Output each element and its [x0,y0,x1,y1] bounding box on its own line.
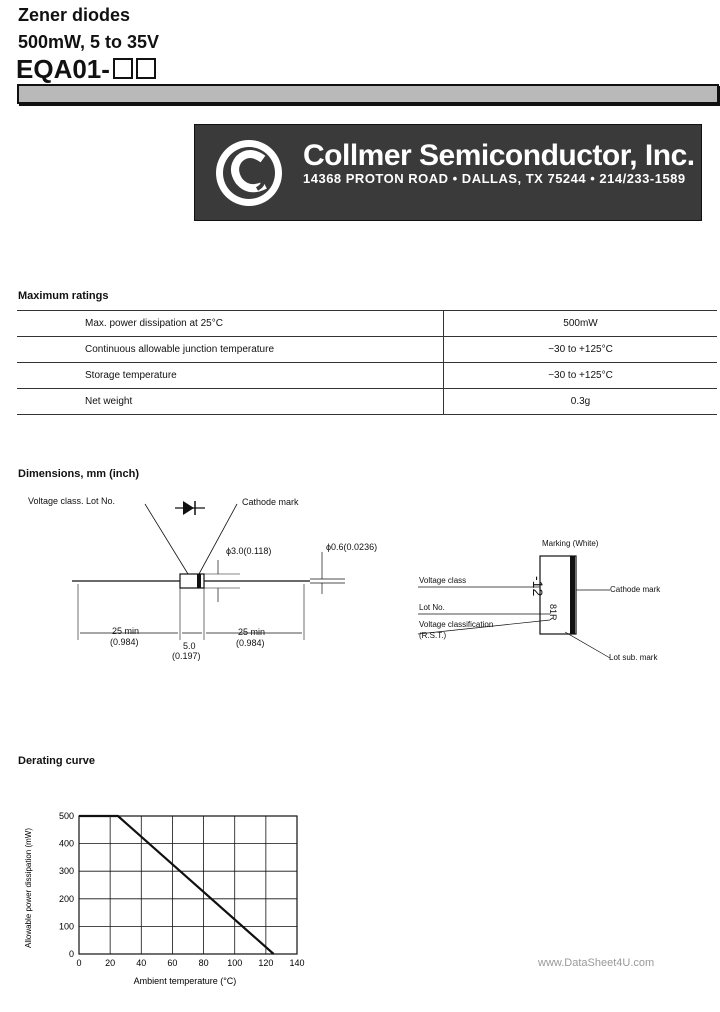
body-diameter-label: ϕ3.0(0.118) [226,546,272,556]
marking-voltage-classification-label: Voltage classification [419,620,494,629]
rating-value: −30 to +125°C [444,337,718,363]
table-row [17,337,717,363]
dimensions-heading [18,468,139,480]
y-tick-label: 100 [58,921,74,932]
rating-name: Continuous allowable junction temperature [17,337,444,363]
chart-ylabel: Allowable power dissipation (mW) [24,827,33,949]
derating-chart [0,800,720,1000]
body-length: 5.0 [183,641,196,651]
y-tick-label: 200 [58,893,74,904]
marking-voltage-text [530,576,546,596]
x-tick-label: 80 [198,958,209,968]
cathode-mark-label: Cathode mark [242,497,299,507]
left-lead-length-inch: (0.984) [110,637,139,647]
chart-xlabel: Ambient temperature (°C) [133,976,237,986]
rating-value: 500mW [444,311,718,337]
x-tick-label: 20 [105,958,116,968]
part-number [16,54,156,85]
x-tick-label: 0 [76,958,82,968]
part-number-text: EQA01- [16,54,110,84]
marking-lot-text [548,604,558,621]
rating-name: Net weight [17,389,444,415]
y-tick-label: 0 [68,949,74,959]
y-tick-label: 400 [58,838,74,849]
dimensions-heading-text: Dimensions, mm (inch) [18,468,140,480]
table-row [17,389,717,415]
header-bar [17,84,719,104]
marking-rst-label: (R.S.T.) [419,631,447,640]
rating-value: −30 to +125°C [444,363,718,389]
right-lead-length: 25 min [238,627,266,637]
marking-12-text: -12 [530,576,546,597]
max-ratings-heading: Maximum ratings [18,290,109,302]
x-tick-label: 140 [289,958,305,968]
company-logo-block [194,124,702,221]
placeholder-box-icon [113,58,133,79]
max-ratings-table [17,310,717,415]
body-length-inch: (0.197) [172,651,201,661]
right-lead-length-inch: (0.984) [236,638,265,648]
marking-cathode-mark-label: Cathode mark [610,585,661,594]
table-row [17,311,717,337]
derating-line [79,816,274,954]
company-address: 14368 PROTON ROAD • DALLAS, TX 75244 • 214/233-1589 [303,171,686,186]
watermark: www.DataSheet4U.com [538,957,655,969]
marking-title: Marking (White) [542,539,599,548]
x-tick-label: 40 [136,958,147,968]
page-title: Zener diodes [18,5,131,25]
lead-diameter-label: ϕ0.6(0.0236) [326,542,378,552]
marking-cathode-band [570,556,575,634]
marking-lot-no-label: Lot No. [419,603,445,612]
company-name: Collmer Semiconductor, Inc. [303,139,695,172]
y-tick-label: 500 [58,811,74,821]
marking-81r-text: 81R [548,604,558,621]
cathode-band [197,574,201,588]
rating-name: Max. power dissipation at 25°C [17,311,444,337]
marking-lot-sub-mark-label: Lot sub. mark [609,653,658,662]
rating-name: Storage temperature [17,363,444,389]
chart-frame [79,816,297,954]
x-tick-label: 100 [227,958,243,968]
x-tick-label: 120 [258,958,274,968]
cs-logo-icon [213,137,285,209]
placeholder-box-icon [136,58,156,79]
page-subtitle: 500mW, 5 to 35V [18,32,160,52]
diode-symbol-icon [175,501,205,515]
marking-drawing [400,550,720,670]
left-lead-length: 25 min [112,626,140,636]
x-tick-label: 60 [167,958,178,968]
table-row [17,363,717,389]
marking-voltage-class-label: Voltage class [419,576,467,585]
voltage-class-lot-label: Voltage class. Lot No. [28,496,116,506]
y-tick-label: 300 [58,866,74,877]
rating-value: 0.3g [444,389,718,415]
derating-heading: Derating curve [18,755,96,767]
